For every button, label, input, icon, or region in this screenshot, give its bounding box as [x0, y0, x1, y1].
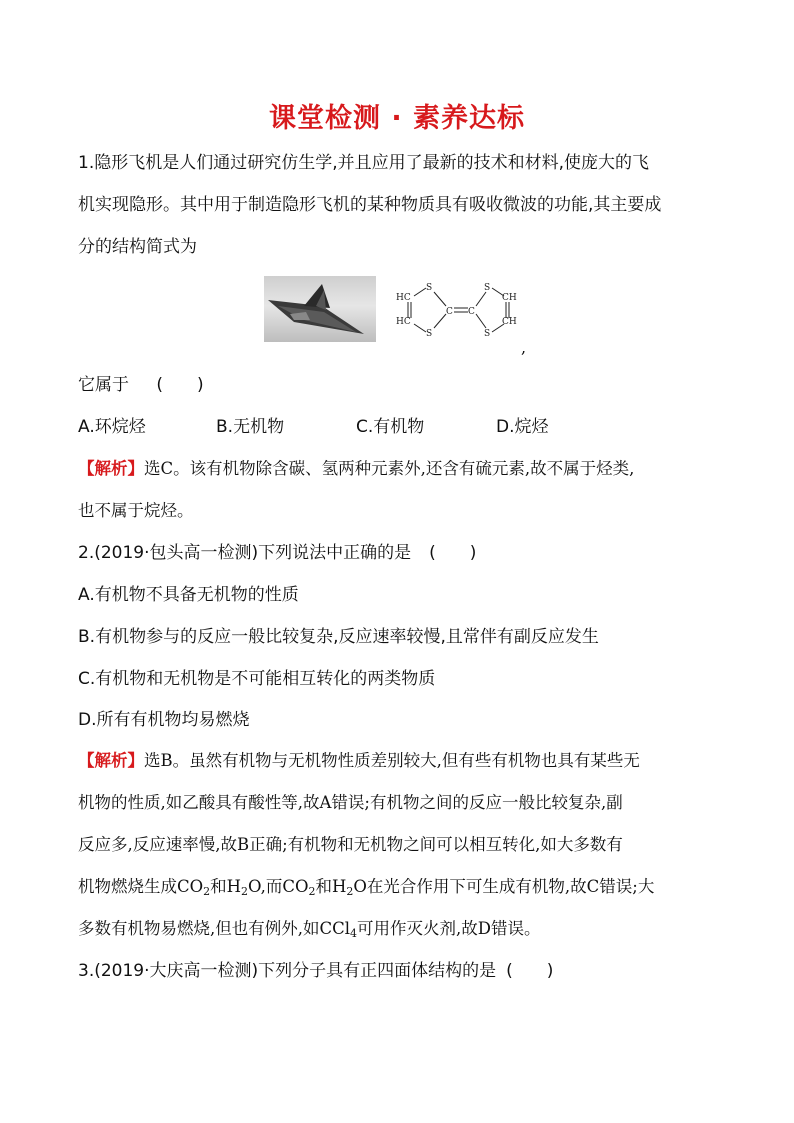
q2-analysis: [78, 740, 718, 950]
structure-comma: ,: [521, 338, 527, 357]
q1-analysis: [78, 448, 718, 532]
page-title: 课堂检测 · 素养达标: [268, 103, 526, 134]
q2-option-d: D.所有有机物均易燃烧: [78, 710, 250, 730]
s-label-1: S: [426, 283, 433, 293]
q1-option-c: C.有机物: [356, 417, 425, 437]
stealth-plane-icon: [264, 276, 376, 342]
stealth-plane-image: [264, 276, 376, 342]
q3-answer-paren: ( ): [506, 961, 554, 981]
c-label-1: C: [446, 307, 453, 317]
q1-answer-paren: ( ): [156, 375, 204, 395]
q2-option-b: B.有机物参与的反应一般比较复杂,反应速率较慢,且常伴有副反应发生: [78, 627, 599, 647]
q1-stem-line-2: 机实现隐形。其中用于制造隐形飞机的某种物质具有吸收微波的功能,其主要成: [78, 195, 662, 215]
q1-belongs-text: 它属于: [78, 375, 129, 395]
q2-analysis-line-5: 多数有机物易燃烧,但也有例外,如CCl$_4$可用作灭火剂,故D错误。: [78, 919, 541, 940]
q1-option-d: D.烷烃: [496, 417, 549, 437]
q2-analysis-line-2: 机物的性质,如乙酸具有酸性等,故A错误;有机物之间的反应一般比较复杂,副: [78, 793, 623, 812]
q1-option-a: A.环烷烃: [78, 417, 146, 437]
q1-stem-line-1: 1.隐形飞机是人们通过研究仿生学,并且应用了最新的技术和材料,使庞大的飞: [78, 153, 650, 173]
s-label-3: S: [484, 283, 491, 293]
q1-analysis-tag: 【解析】: [78, 459, 144, 478]
question-1-stem: [78, 142, 718, 268]
q2-option-a: A.有机物不具备无机物的性质: [78, 585, 299, 605]
ch-top-label: CH: [502, 293, 517, 303]
q2-analysis-line-3: 反应多,反应速率慢,故B正确;有机物和无机物之间可以相互转化,如大多数有: [78, 835, 623, 854]
q1-analysis-line-1: 【解析】选C。该有机物除含碳、氢两种元素外,还含有硫元素,故不属于烃类,: [78, 459, 635, 478]
q2-analysis-tag: 【解析】: [78, 751, 144, 770]
ch-bottom-label: CH: [502, 317, 517, 327]
s-label-4: S: [484, 329, 491, 339]
q2-analysis-line-1: 【解析】选B。虽然有机物与无机物性质差别较大,但有些有机物也具有某些无: [78, 751, 640, 770]
question-3-stem: 3.(2019·大庆高一检测)下列分子具有正四面体结构的是 ( ): [78, 961, 554, 981]
question-2-stem: 2.(2019·包头高一检测)下列说法中正确的是 ( ): [78, 543, 477, 563]
molecule-structure: [392, 280, 522, 346]
q2-analysis-line-4: 机物燃烧生成$CO_2$和$H_2O$,而$CO_2$和$H_2O$在光合作用下可生成有机物,故C错误;大: [78, 877, 655, 898]
q2-answer-paren: ( ): [429, 543, 477, 563]
q1-stem-line-3: 分的结构简式为: [78, 237, 197, 257]
c-label-2: C: [468, 307, 475, 317]
hc-bottom-label: HC: [396, 317, 411, 327]
q1-analysis-line-2: 也不属于烷烃。: [78, 501, 194, 520]
q1-belongs-line: [78, 370, 204, 400]
q1-option-b: B.无机物: [216, 417, 285, 437]
s-label-2: S: [426, 329, 433, 339]
hc-top-label: HC: [396, 293, 411, 303]
q2-option-c: C.有机物和无机物是不可能相互转化的两类物质: [78, 669, 436, 689]
